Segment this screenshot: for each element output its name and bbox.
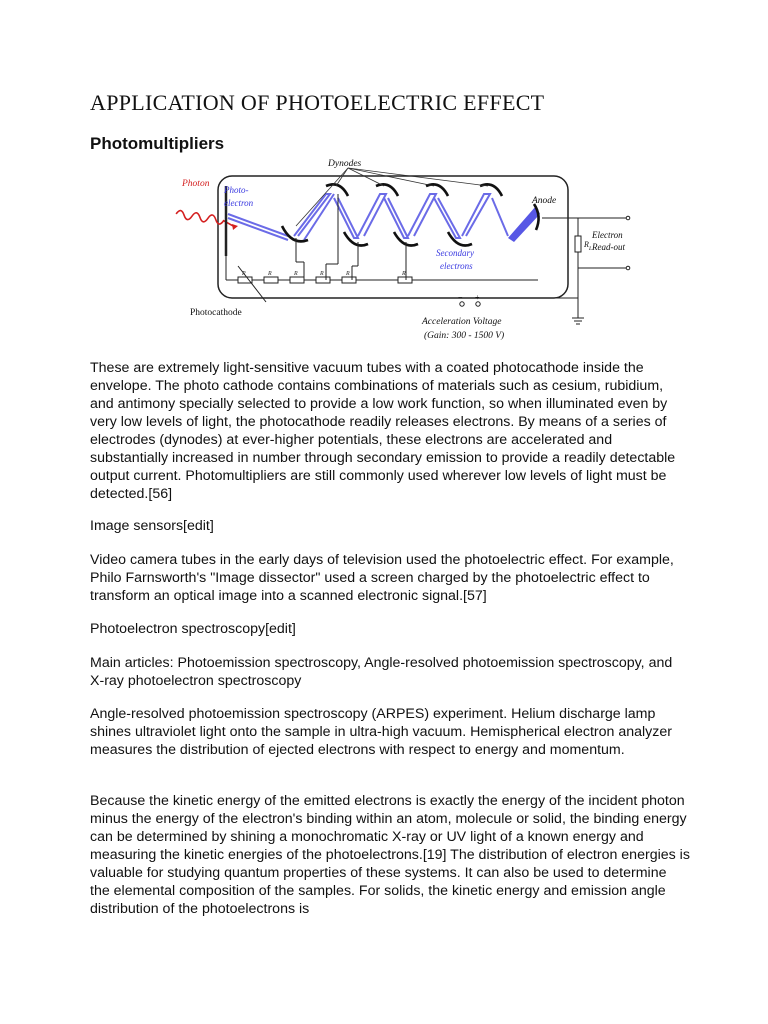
electron-readout-label: Electron xyxy=(592,230,623,240)
acceleration-voltage-label: Acceleration Voltage xyxy=(422,317,502,327)
secondary-electrons-label: Secondary xyxy=(436,248,474,258)
plus-label: + xyxy=(475,293,480,302)
photon-arrow-icon xyxy=(232,224,238,230)
rl-label: R xyxy=(584,240,589,249)
svg-text:R: R xyxy=(346,271,350,277)
dynodes-label: Dynodes xyxy=(328,159,362,169)
photocathode-label: Photocathode xyxy=(190,308,242,318)
gain-label: (Gain: 300 - 1500 V) xyxy=(424,331,505,341)
secondary-electrons-label-2: electrons xyxy=(440,261,473,271)
photon-label: Photon xyxy=(182,179,210,189)
electron-beams xyxy=(228,194,508,240)
svg-text:R: R xyxy=(320,271,324,277)
heading-image-sensors: Image sensors[edit] xyxy=(90,518,214,534)
svg-text:R: R xyxy=(268,271,272,277)
paragraph-photomultipliers: These are extremely light-sensitive vacuum tubes with a coated photocathode inside the envelope. The photo cathode contains combinations of materials such as cesium, rubidium, and antimony specially selected to provide a low work function, so when illuminated even by very low levels of light, the photocathode readily releases electrons. By means of a series of electrodes (dynodes) at ever-higher potentials, these electrons are accelerated and substantially increased in number through secondary emission to provide a readily detectable output current. Photomultipliers are still commonly used wherever low levels of light must be detected.[56] xyxy=(90,360,676,502)
resistor-chain xyxy=(226,194,538,283)
page-title: APPLICATION OF PHOTOELECTRIC EFFECT xyxy=(90,90,545,115)
anode-label: Anode xyxy=(532,196,557,206)
main-articles-note: Main articles: Photoemission spectroscopy, Angle-resolved photoemission spectroscopy, and X-ray photoelectron spectroscopy xyxy=(90,655,673,689)
electron-readout-label-2: Read-out xyxy=(592,242,625,252)
photoelectron-label: Photo- xyxy=(224,185,249,195)
svg-text:R: R xyxy=(402,271,406,277)
resistor-labels xyxy=(241,271,406,277)
svg-text:R: R xyxy=(294,271,298,277)
photomultiplier-diagram xyxy=(182,156,628,348)
rl-label-sub: L xyxy=(589,246,593,252)
paragraph-image-sensors: Video camera tubes in the early days of television used the photoelectric effect. For example, Philo Farnsworth's "Image dissector" used a screen charged by the photoelectric effect to transform an optical image into a scanned electronic signal.[57] xyxy=(90,552,674,604)
heading-photoelectron-spectroscopy: Photoelectron spectroscopy[edit] xyxy=(90,621,296,637)
anode-beam xyxy=(508,206,540,242)
minus-label: − xyxy=(458,293,463,302)
paragraph-binding-energy: Because the kinetic energy of the emitted electrons is exactly the energy of the incident photon minus the energy of the electron's binding within an atom, molecule or solid, the binding energy can be determined by shining a monochromatic X-ray or UV light of a known energy and measuring the kinetic energies of the photoelectrons.[19] The distribution of electron energies is valuable for studying quantum properties of these systems. It can also be used to determine the elemental composition of the samples. For solids, the kinetic energy and emission angle distribution of the photoelectrons is xyxy=(90,793,690,917)
photoelectron-label-2: electron xyxy=(224,198,254,208)
svg-text:R: R xyxy=(242,271,246,277)
section-heading: Photomultipliers xyxy=(90,134,225,153)
paragraph-arpes: Angle-resolved photoemission spectroscopy (ARPES) experiment. Helium discharge lamp shines ultraviolet light onto the sample in ultra-high vacuum. Hemispherical electron analyzer measures the distribution of ejected electrons with respect to energy and momentum. xyxy=(90,706,672,758)
